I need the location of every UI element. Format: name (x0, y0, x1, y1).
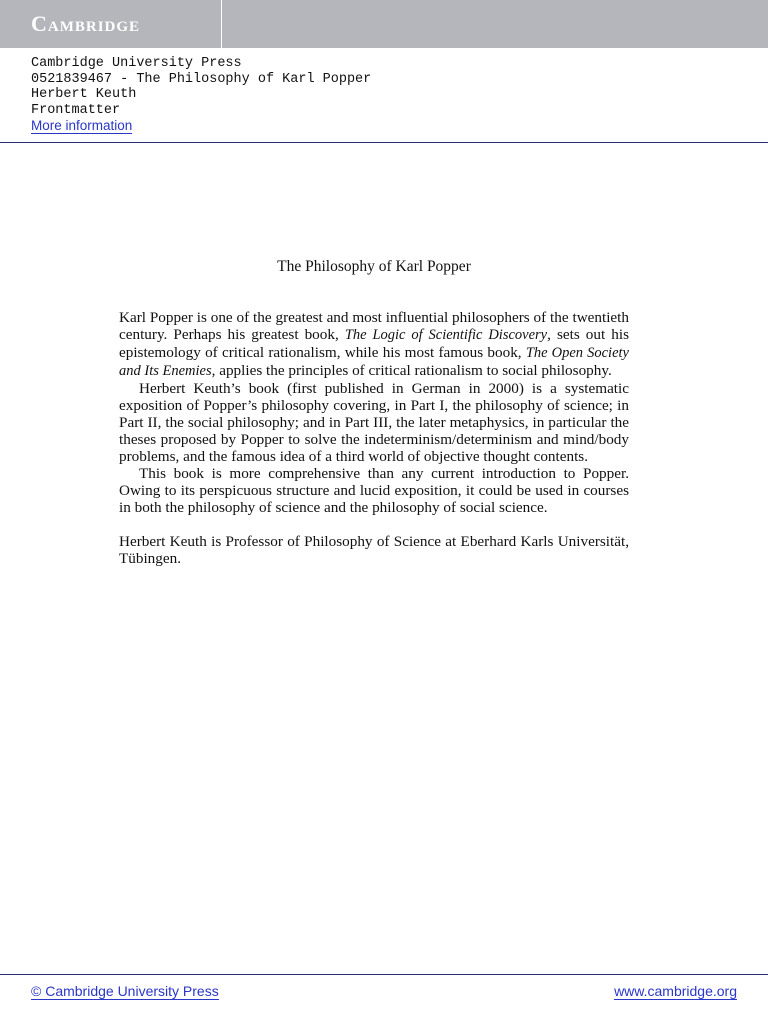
meta-publisher: Cambridge University Press (31, 56, 242, 71)
document-title: The Philosophy of Karl Popper (277, 258, 471, 275)
copyright-link[interactable]: © Cambridge University Press (31, 983, 219, 999)
more-information-link[interactable]: More information (31, 118, 133, 133)
meta-section: Frontmatter (31, 102, 121, 118)
paragraph-2: Herbert Keuth’s book (first published in German in 2000) is a systematic exposition of Popper’s philosophy covering, in Part I, the philosophy of science; in Part II, the social philosophy; and in Part III, the later metaphysics, in particular the theses proposed by Popper to solve the indeterminism/determinism and mind/body problems, and the famous idea of a third world of objective thought contents. (119, 380, 629, 465)
header-bar (0, 0, 768, 48)
meta-author: Herbert Keuth (31, 87, 137, 102)
paragraph-3: This book is more comprehensive than any current introduction to Popper. Owing to its perspicuous structure and lucid exposition, it could be used in courses in both the philosophy of science and the philosophy of social science. (119, 465, 629, 516)
header-divider (221, 0, 222, 48)
publisher-logo: Cambridge (31, 11, 141, 36)
document-body (119, 309, 629, 567)
book-title-open-society: The Open Society and Its Enemies (119, 345, 629, 379)
website-link[interactable]: www.cambridge.org (614, 983, 737, 999)
author-bio: Herbert Keuth is Professor of Philosophy of Science at Eberhard Karls Universität, Tübingen. (119, 533, 629, 567)
header-rule (0, 142, 768, 143)
footer-rule (0, 974, 768, 975)
meta-isbn-title: 0521839467 - The Philosophy of Karl Popper (31, 71, 372, 87)
paragraph-1: Karl Popper is one of the greatest and most influential philosophers of the twentieth century. Perhaps his greatest book, The Logic of Scientific Discovery, sets out his epistemology of critical rationalism, while his most famous book, The Open Society and Its Enemies, applies the principles of critical rationalism to social philosophy. (119, 309, 629, 379)
book-metadata (31, 56, 371, 136)
book-title-logic: The Logic of Scientific Discovery (344, 327, 548, 343)
